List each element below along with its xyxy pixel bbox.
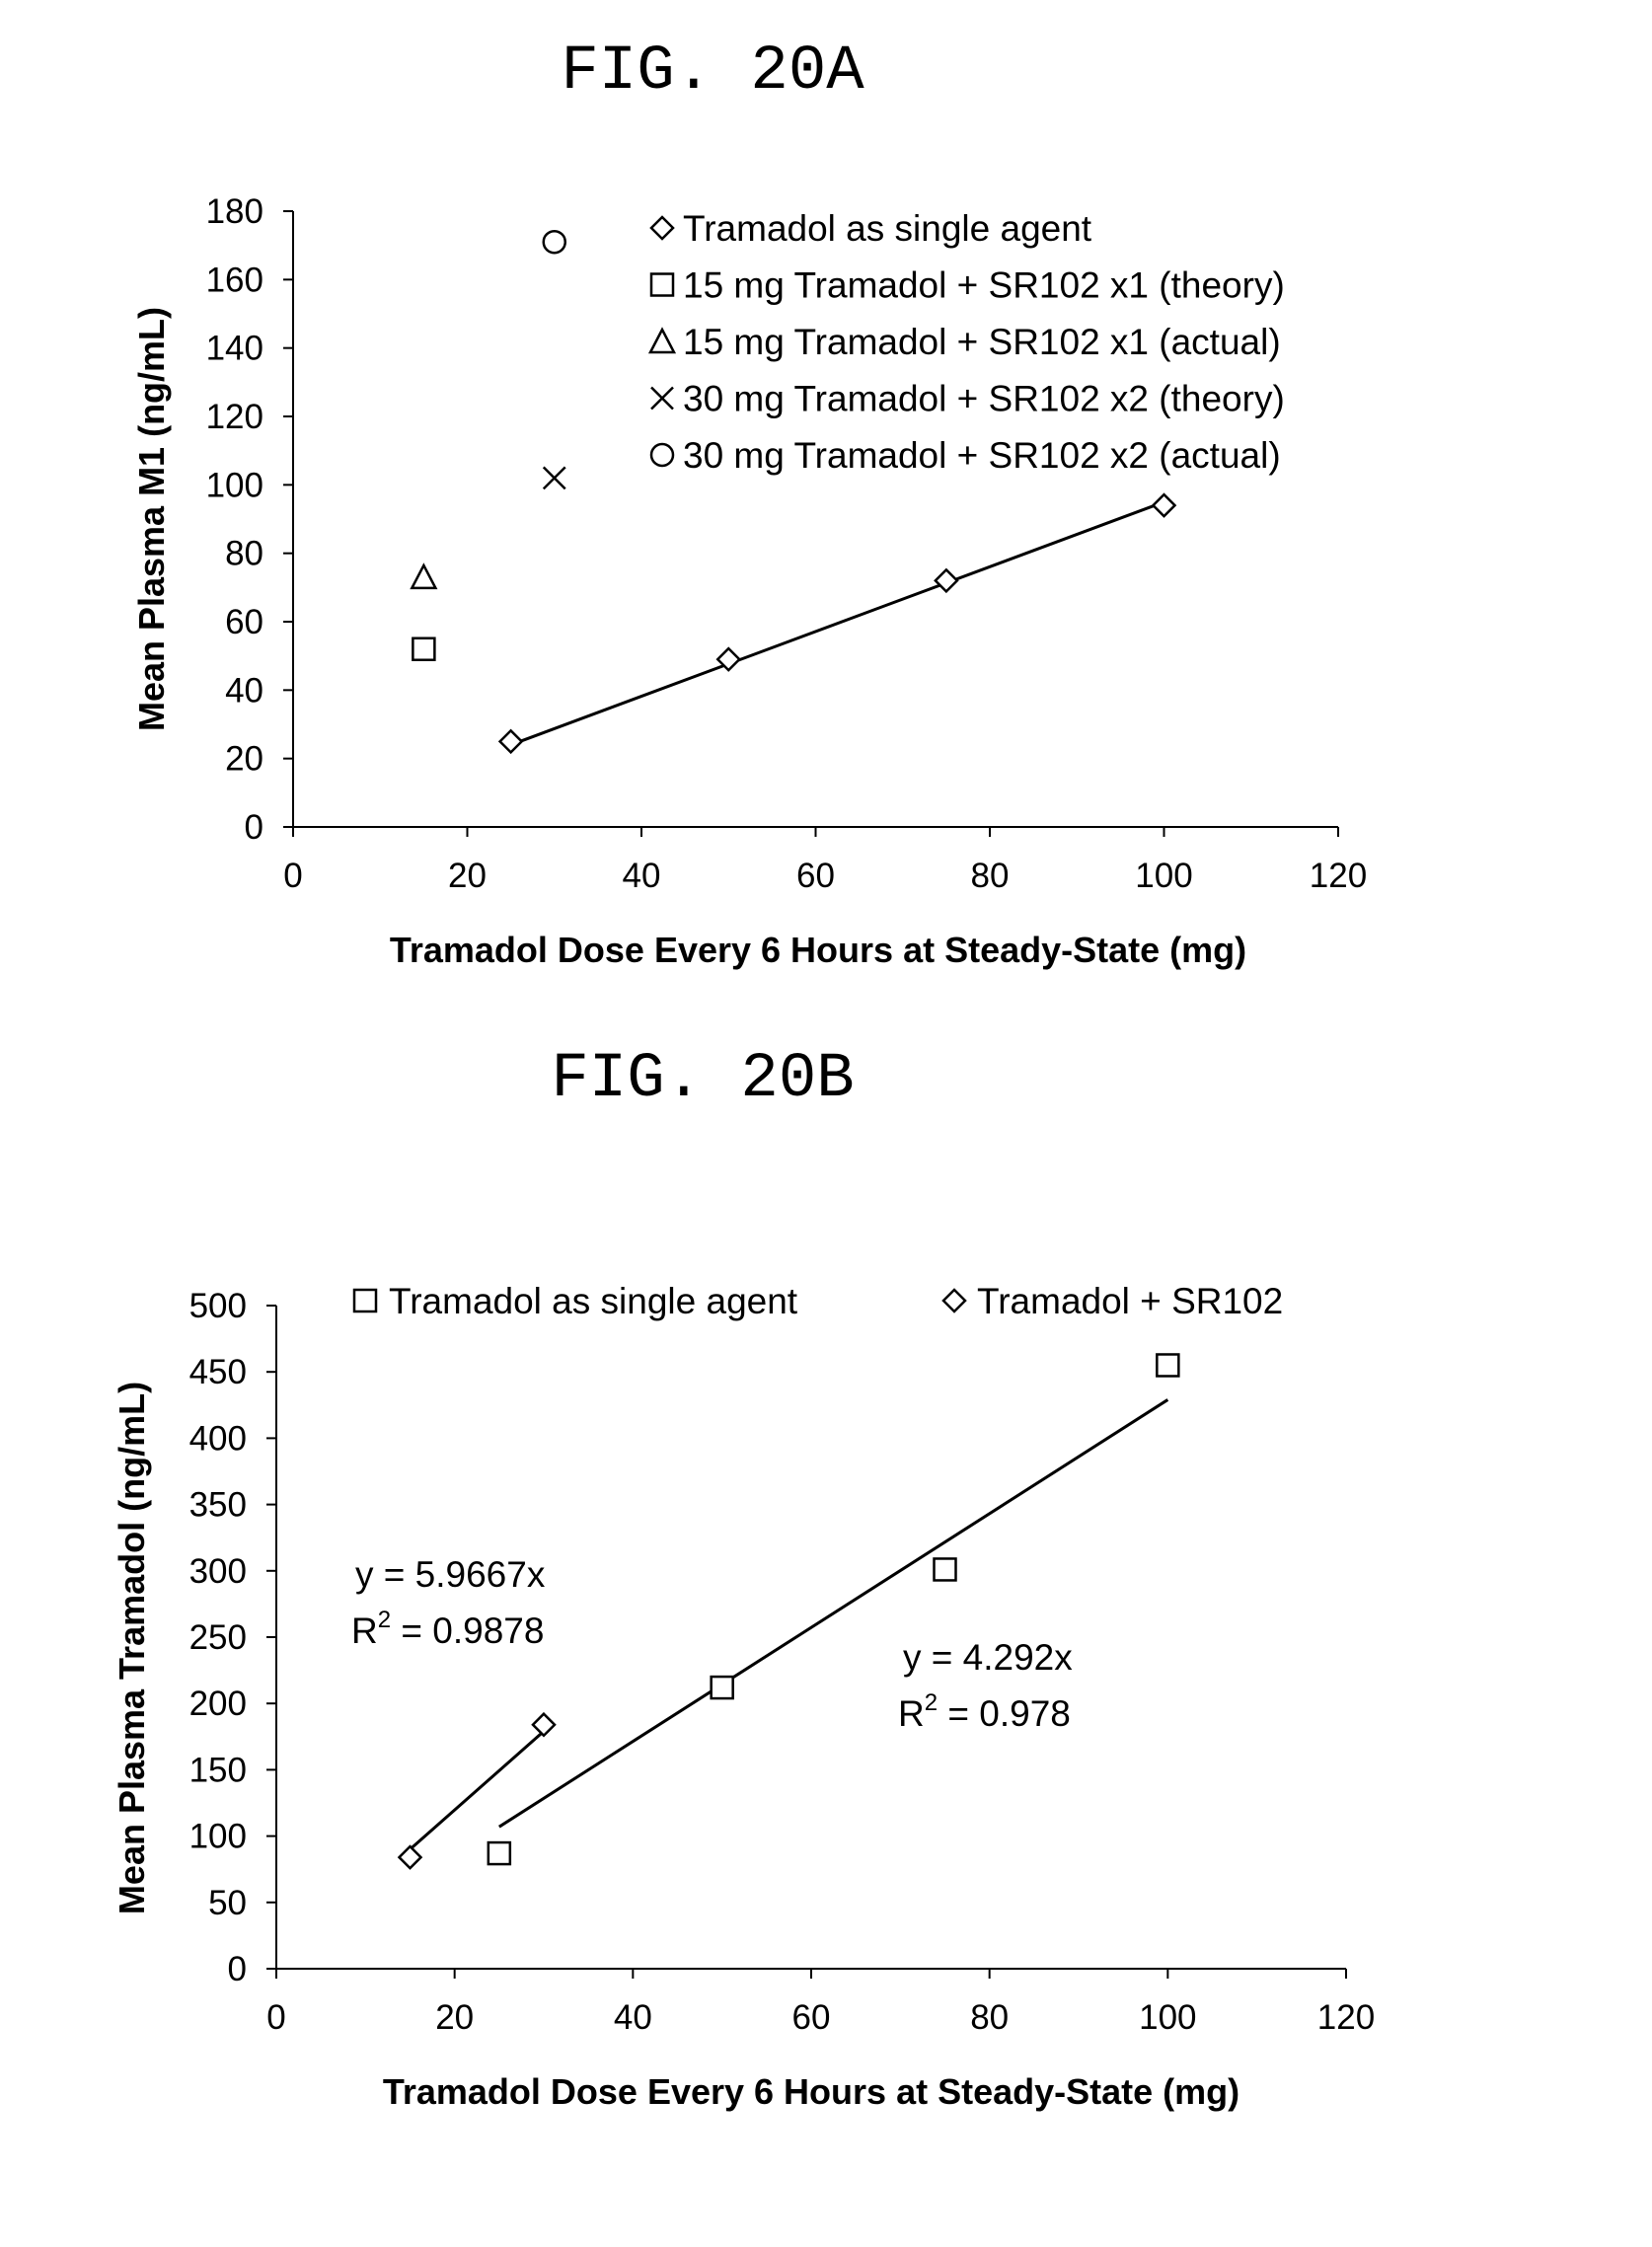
chart-20b-x-tick-label: 60: [791, 1998, 831, 2037]
chart-20a-point-diamond: [936, 569, 957, 591]
chart-20b-y-tick-label: 200: [188, 1685, 247, 1724]
chart-20b-eq-single: y = 4.292x: [903, 1637, 1073, 1678]
chart-20a-x-axis-label: Tramadol Dose Every 6 Hours at Steady-State (mg): [389, 930, 1247, 970]
chart-20b-x-tick-label: 40: [613, 1998, 652, 2037]
chart-20a-points: [412, 231, 1174, 752]
chart-20a: [131, 37, 1367, 970]
chart-20a-legend-label: Tramadol as single agent: [683, 208, 1092, 249]
chart-20a-y-tick-label: 60: [225, 603, 263, 641]
chart-20b-y-tick-label: 250: [188, 1618, 247, 1657]
chart-20a-point-triangle: [412, 565, 435, 588]
chart-20a-x-tick-label: 80: [970, 857, 1010, 895]
chart-20a-x-tick-label: 20: [448, 857, 487, 895]
chart-20a-x-tick-label: 60: [796, 857, 835, 895]
chart-20a-y-tick-label: 80: [225, 534, 263, 573]
chart-20a-title: FIG. 20A: [561, 37, 864, 108]
chart-20a-y-tick-label: 40: [225, 671, 263, 711]
chart-20b-point-square: [712, 1677, 733, 1698]
chart-20b-title: FIG. 20B: [551, 1044, 855, 1115]
chart-20a-x-tick-label: 100: [1135, 857, 1193, 895]
chart-20b-point-diamond: [400, 1846, 421, 1868]
chart-20a-legend-label: 30 mg Tramadol + SR102 x2 (actual): [683, 435, 1281, 476]
chart-20b-x-axis-label: Tramadol Dose Every 6 Hours at Steady-State (mg): [382, 2071, 1240, 2112]
chart-20b-r2-single: $R^2 = 0.978$: [898, 1689, 1071, 1734]
chart-20b-y-ticks: [189, 1287, 276, 1988]
chart-20a-x-tick-label: 0: [283, 857, 303, 895]
chart-20a-legend-marker-triangle: [650, 330, 674, 352]
chart-20b-y-tick-label: 300: [188, 1551, 247, 1591]
chart-20a-legend-marker-x: [651, 388, 673, 410]
chart-20b-point-square: [488, 1842, 510, 1864]
chart-20b-y-tick-label: 150: [188, 1751, 247, 1790]
chart-20b-r2-sr102: $R^2 = 0.9878$: [351, 1607, 545, 1651]
chart-20a-legend-marker-diamond: [651, 217, 673, 239]
chart-20b-y-tick-label: 400: [188, 1419, 247, 1459]
chart-20b-point-square: [935, 1558, 956, 1580]
chart-20a-legend-marker-square: [651, 274, 673, 296]
chart-20a-legend-label: 15 mg Tramadol + SR102 x1 (theory): [683, 264, 1285, 306]
chart-20a-y-tick-label: 20: [225, 739, 263, 779]
chart-20a-point-diamond: [500, 730, 522, 752]
chart-20a-y-tick-label: 140: [205, 329, 263, 368]
chart-20b-x-tick-label: 20: [435, 1998, 475, 2037]
chart-20a-legend-label: 15 mg Tramadol + SR102 x1 (actual): [683, 322, 1281, 362]
chart-20b-y-tick-label: 450: [188, 1353, 247, 1392]
chart-20a-legend-label: 30 mg Tramadol + SR102 x2 (theory): [683, 378, 1285, 419]
chart-20a-y-ticks: [206, 192, 293, 847]
chart-20b-legend-marker-diamond: [943, 1290, 965, 1311]
chart-20a-y-tick-label: 0: [244, 808, 263, 847]
chart-20a-trendline: [511, 502, 1164, 745]
chart-20b-x-tick-label: 100: [1139, 1998, 1197, 2037]
chart-20b-legend: [354, 1281, 1283, 1321]
chart-20b-y-tick-label: 0: [227, 1950, 247, 1988]
chart-20b: [112, 1044, 1375, 2112]
chart-20a-x-ticks: [283, 827, 1367, 895]
chart-20a-legend: [650, 208, 1285, 476]
chart-20b-x-tick-label: 80: [970, 1998, 1010, 2037]
chart-20b-point-square: [1157, 1354, 1178, 1376]
chart-20a-y-tick-label: 100: [205, 466, 263, 505]
chart-20a-trendlines: [511, 502, 1164, 745]
chart-20a-y-tick-label: 160: [205, 261, 263, 300]
chart-20b-x-tick-label: 0: [266, 1998, 286, 2037]
chart-20a-y-axis-label: Mean Plasma M1 (ng/mL): [131, 306, 172, 732]
chart-20b-eq-sr102: y = 5.9667x: [355, 1554, 546, 1595]
chart-20b-y-tick-label: 350: [188, 1485, 247, 1525]
chart-20b-legend-label: Tramadol as single agent: [389, 1281, 798, 1321]
chart-20b-y-tick-label: 500: [188, 1287, 247, 1325]
chart-20b-legend-marker-square: [354, 1290, 376, 1311]
chart-20b-legend-label: Tramadol + SR102: [977, 1281, 1284, 1321]
chart-20b-trendline: [411, 1731, 545, 1849]
chart-20b-y-tick-label: 100: [188, 1817, 247, 1856]
chart-20b-y-axis-label: Mean Plasma Tramadol (ng/mL): [112, 1381, 152, 1915]
chart-20a-point-square: [413, 638, 434, 660]
chart-20b-x-tick-label: 120: [1316, 1998, 1376, 2037]
chart-20b-point-diamond: [533, 1714, 555, 1736]
chart-20a-point-x: [544, 467, 565, 488]
chart-20a-legend-marker-circle: [651, 444, 673, 466]
chart-20b-y-tick-label: 50: [208, 1883, 247, 1922]
chart-20a-x-tick-label: 40: [622, 857, 661, 895]
chart-20a-x-tick-label: 120: [1309, 857, 1368, 895]
chart-20b-x-ticks: [266, 1969, 1375, 2037]
chart-20a-y-tick-label: 180: [205, 192, 263, 231]
chart-20b-trendline: [499, 1399, 1168, 1827]
chart-20a-point-circle: [544, 231, 565, 253]
chart-20a-point-diamond: [1154, 494, 1175, 516]
chart-20a-y-tick-label: 120: [205, 398, 263, 436]
